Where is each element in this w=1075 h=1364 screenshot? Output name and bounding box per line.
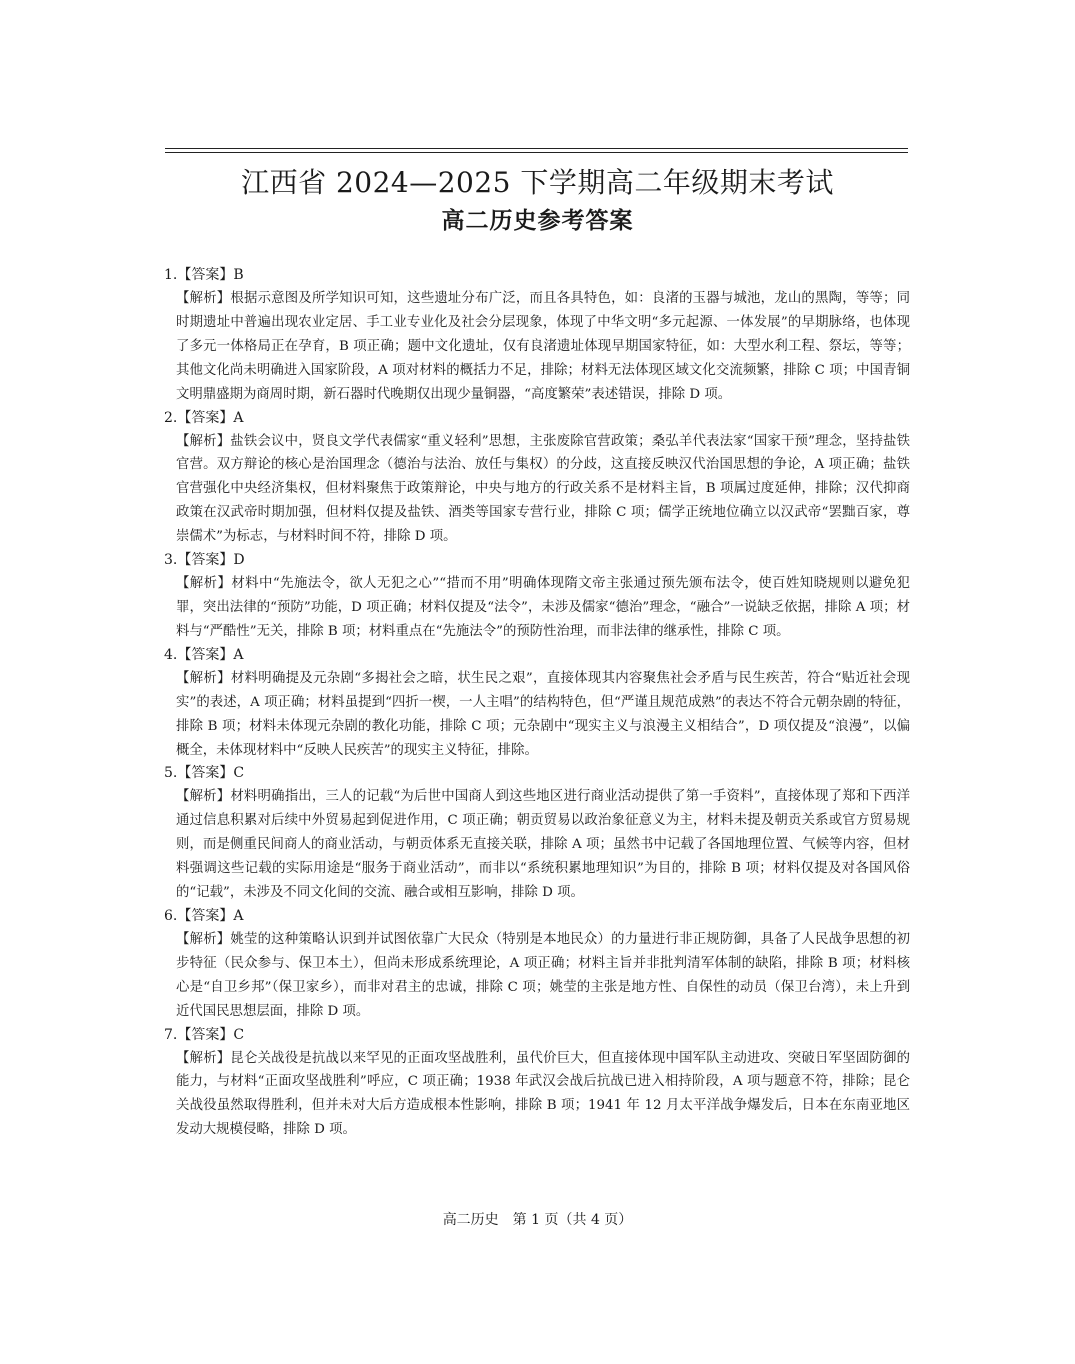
page-title: 江西省 2024—2025 下学期高二年级期末考试 [241, 166, 834, 199]
question-item [164, 644, 910, 763]
question-item [164, 762, 910, 905]
page-footer: 高二历史 第 1 页（共 4 页） [442, 1212, 633, 1228]
question-explanation: 【解析】材料中“先施法令，欲人无犯之心”“措而不用”明确体现隋文帝主张通过预先颁布法令，使百姓知晓规则以避免犯罪，突出法律的“预防”功能，D 项正确；材料仅提及“法令”，未涉及儒家“德治”理念，“融合”一说缺乏依据，排除 A 项；材料与“严酷性”无关，排除 B 项；材料重点在“先施法令”的预防性治理，而非法律的继承性，排除 C 项。 [176, 576, 910, 639]
question-explanation: 【解析】盐铁会议中，贤良文学代表儒家“重义轻利”思想，主张废除官营政策；桑弘羊代表法家“国家干预”理念，坚持盐铁官营。双方辩论的核心是治国理念（德治与法治、放任与集权）的分歧，这直接反映汉代治国思想的争论，A 项正确；盐铁官营强化中央经济集权，但材料聚焦于政策辩论，中央与地方的行政关系不是材料主旨，B 项属过度延伸，排除；汉代抑商政策在汉武帝时期加强，但材料仅提及盐铁、酒类等国家专营行业，排除 C 项；儒学正统地位确立以汉武帝“罢黜百家，尊崇儒术”为标志，与材料时间不符，排除 D 项。 [176, 433, 910, 545]
question-answer: 1.【答案】B [164, 267, 244, 283]
question-answer: 3.【答案】D [164, 552, 245, 569]
question-answer: 5.【答案】C [164, 765, 245, 782]
page-subtitle: 高二历史参考答案 [441, 208, 634, 234]
question-item [164, 905, 910, 1024]
header-rule-bottom [165, 152, 908, 153]
question-item [164, 549, 910, 644]
question-explanation: 【解析】根据示意图及所学知识可知，这些遗址分布广泛，而且各具特色，如：良渚的玉器与城池，龙山的黑陶，等等；同时期遗址中普遍出现农业定居、手工业专业化及社会分层现象，体现了中华文明“多元起源、一体发展”的早期脉络，也体现了多元一体格局正在孕育，B 项正确；题中文化遗址，仅有良渚遗址体现早期国家特征，如：大型水利工程、祭坛，等等；其他文化尚未明确进入国家阶段，A 项对材料的概括力不足，排除；材料无法体现区域文化交流频繁，排除 C 项；中国青铜文明鼎盛期为商周时期，新石器时代晚期仅出现少量铜器，“高度繁荣”表述错误，排除 D 项。 [176, 291, 910, 402]
question-explanation: 【解析】材料明确指出，三人的记载“为后世中国商人到这些地区进行商业活动提供了第一手资料”，直接体现了郑和下西洋通过信息积累对后续中外贸易起到促进作用，C 项正确；朝贡贸易以政治象征意义为主，材料未提及朝贡关系或官方贸易规则，而是侧重民间商人的商业活动，与朝贡体系无直接关联，排除 A 项；虽然书中记载了各国地理位置、气候等内容，但材料强调这些记载的实际用途是“服务于商业活动”，而非以“系统积累地理知识”为目的，排除 B 项；材料仅提及对各国风俗的“记载”，未涉及不同文化间的交流、融合或相互影响，排除 D 项。 [176, 789, 910, 901]
question-answer: 4.【答案】A [164, 646, 244, 663]
header-rule-top [165, 148, 908, 149]
question-explanation: 【解析】材料明确提及元杂剧“多揭社会之暗，状生民之艰”，直接体现其内容聚焦社会矛盾与民生疾苦，符合“贴近社会现实”的表述，A 项正确；材料虽提到“四折一楔，一人主唱”的结构特色，但“严谨且规范成熟”的表达不符合元朝杂剧的特征，排除 B 项；材料未体现元杂剧的教化功能，排除 C 项；元杂剧中“现实主义与浪漫主义相结合”，D 项仅提及“浪漫”，以偏概全，未体现材料中“反映人民疾苦”的现实主义特征，排除。 [176, 670, 910, 758]
question-item [164, 407, 910, 550]
question-answer: 2.【答案】A [164, 409, 244, 426]
question-answer: 7.【答案】C [164, 1026, 245, 1043]
question-item [164, 264, 910, 407]
answer-list [164, 264, 910, 1142]
question-item [164, 1024, 910, 1143]
question-explanation: 【解析】姚莹的这种策略认识到并试图依靠广大民众（特别是本地民众）的力量进行非正规防御，具备了人民战争思想的初步特征（民众参与、保卫本土），但尚未形成系统理论，A 项正确；材料主旨并非批判清军体制的缺陷，排除 B 项；材料核心是“自卫乡邦”（保卫家乡），而非对君主的忠诚，排除 C 项；姚莹的主张是地方性、自保性的动员（保卫台湾），未上升到近代国民思想层面，排除 D 项。 [176, 931, 910, 1019]
question-explanation: 【解析】昆仑关战役是抗战以来罕见的正面攻坚战胜利，虽代价巨大，但直接体现中国军队主动进攻、突破日军坚固防御的能力，与材料“正面攻坚战胜利”呼应，C 项正确；1938 年武汉会战后抗战已进入相持阶段，A 项与题意不符，排除；昆仑关战役虽然取得胜利，但并未对大后方造成根本性影响，排除 B 项；1941 年 12 月太平洋战争爆发后，日本在东南亚地区发动大规模侵略，排除 D 项。 [176, 1050, 910, 1138]
question-answer: 6.【答案】A [164, 907, 244, 924]
